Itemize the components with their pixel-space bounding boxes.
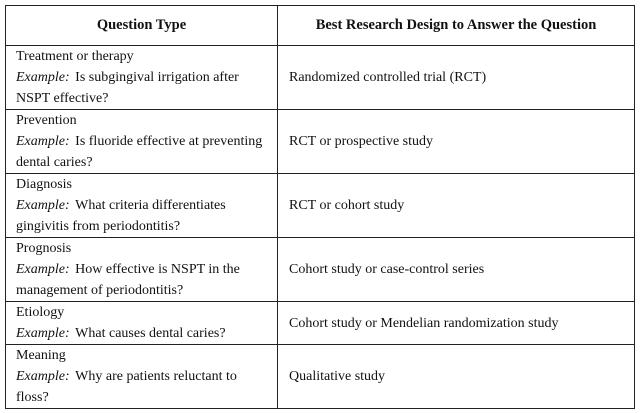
example-label: Example:: [16, 134, 70, 149]
example-text: Is fluoride effective at preventing dental caries?: [16, 134, 263, 170]
research-design-table: [5, 5, 635, 409]
table-row-etiology: [6, 302, 635, 345]
example-text: How effective is NSPT in the management of periodontitis?: [16, 262, 240, 298]
question-example: [16, 323, 271, 344]
table-row-prevention: [6, 110, 635, 174]
question-type: Prevention: [16, 113, 77, 128]
question-example: [16, 366, 271, 408]
design-cell: Randomized controlled trial (RCT): [278, 46, 635, 110]
design-cell: Qualitative study: [278, 345, 635, 409]
question-cell: [6, 46, 278, 110]
table-row-prognosis: [6, 238, 635, 302]
question-type: Meaning: [16, 348, 66, 363]
question-cell: [6, 110, 278, 174]
table-body: [6, 46, 635, 409]
question-type: Prognosis: [16, 241, 72, 256]
example-text: Is subgingival irrigation after NSPT effective?: [16, 70, 239, 106]
header-best-design: Best Research Design to Answer the Question: [278, 6, 635, 46]
example-label: Example:: [16, 198, 70, 213]
table-header: [6, 6, 635, 46]
table-row-meaning: [6, 345, 635, 409]
question-type: Diagnosis: [16, 177, 72, 192]
question-cell: [6, 174, 278, 238]
question-example: [16, 131, 271, 173]
question-type: Etiology: [16, 305, 65, 320]
question-cell: [6, 302, 278, 345]
question-example: [16, 67, 271, 109]
table-row-treatment: [6, 46, 635, 110]
table-row-diagnosis: [6, 174, 635, 238]
question-example: [16, 259, 271, 301]
example-text: Why are patients reluctant to floss?: [16, 369, 237, 405]
design-cell: RCT or prospective study: [278, 110, 635, 174]
header-question-type: Question Type: [6, 6, 278, 46]
question-example: [16, 195, 271, 237]
example-label: Example:: [16, 262, 70, 277]
question-cell: [6, 238, 278, 302]
question-cell: [6, 345, 278, 409]
question-type: Treatment or therapy: [16, 49, 134, 64]
example-label: Example:: [16, 326, 70, 341]
example-label: Example:: [16, 369, 70, 384]
design-cell: RCT or cohort study: [278, 174, 635, 238]
example-text: What criteria differentiates gingivitis from periodontitis?: [16, 198, 226, 234]
header-row: [6, 6, 635, 46]
design-cell: Cohort study or case-control series: [278, 238, 635, 302]
design-cell: Cohort study or Mendelian randomization study: [278, 302, 635, 345]
example-text: What causes dental caries?: [75, 326, 226, 341]
example-label: Example:: [16, 70, 70, 85]
